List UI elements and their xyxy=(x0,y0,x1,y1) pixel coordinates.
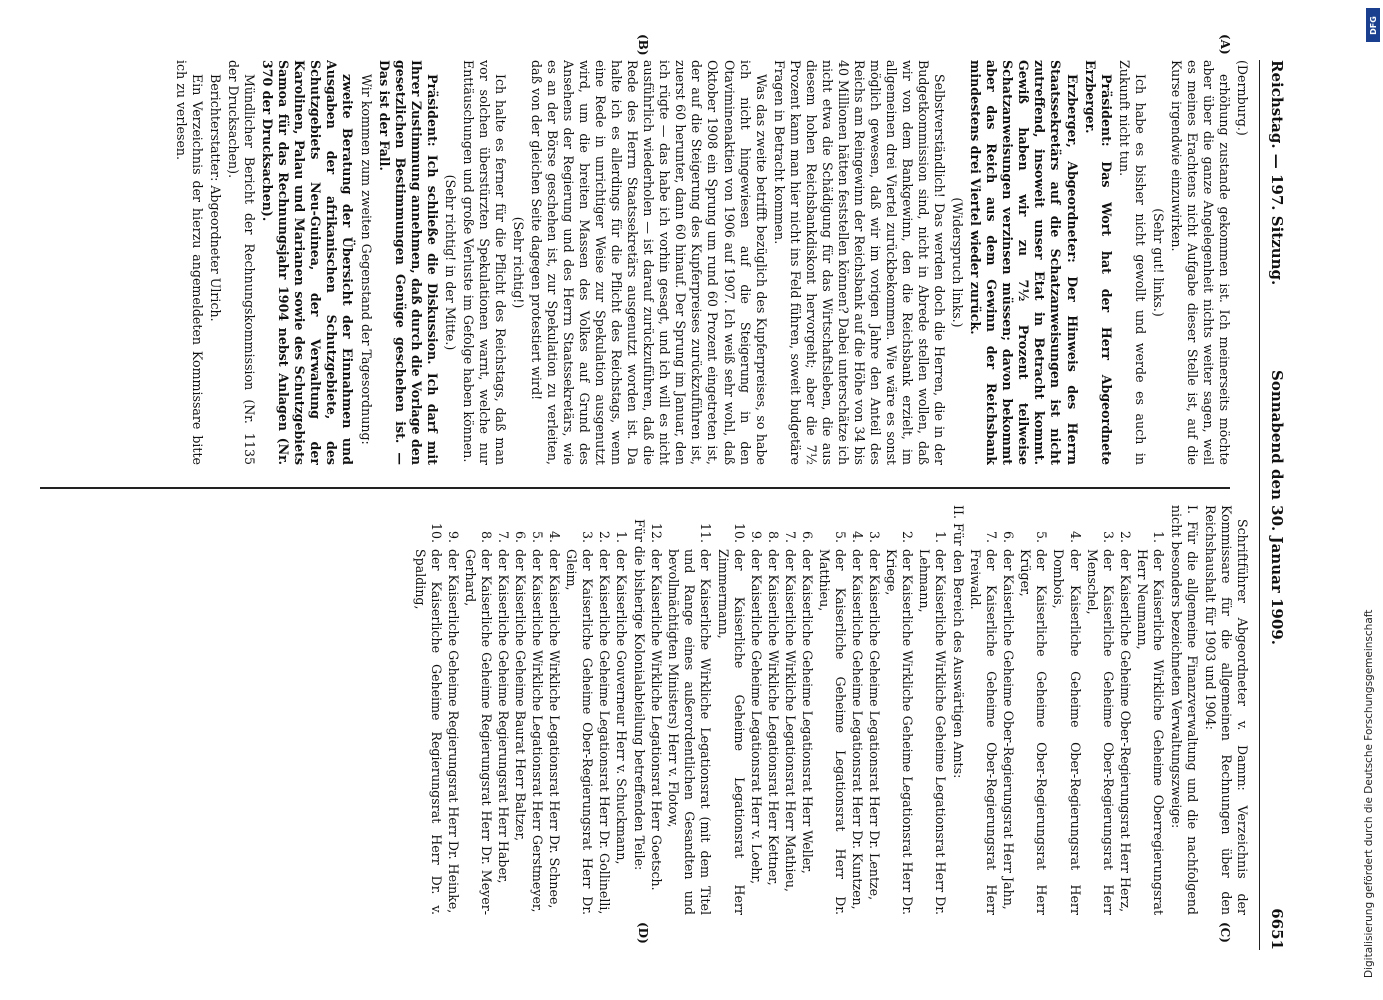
paragraph: Wir kommen zum zweiten Gegenstand der Tagesordnung: xyxy=(358,74,374,445)
paragraph: Ein Verzeichnis der hierzu angemeldeten Kommissare bitte ich zu verlesen. xyxy=(174,60,206,465)
list-item xyxy=(916,519,948,915)
margin-label-d: (D) xyxy=(636,922,650,944)
list-item xyxy=(715,519,747,915)
list-item-text: der Kaiserliche Geheime Baurat Herr Baltzer, xyxy=(512,549,528,842)
header-date: Sonnabend den 30. Januar 1909. xyxy=(1268,370,1286,645)
header-session: Reichstag. — 197. Sitzung. xyxy=(1268,60,1286,286)
list-item xyxy=(967,519,999,915)
list-item-number: 9. xyxy=(445,530,461,543)
commissioner-list-intro: Schriftführer Abgeordneter v. Damm: Verzeichnis der Kommissare für die allgemeinen Rechnungen über den Reichshaushalt für 1903 und 1904: xyxy=(1202,505,1250,915)
list-item-number: 4. xyxy=(1067,530,1083,543)
list-item-text: der Kaiserliche Gouverneur Herr v. Schuckmann, xyxy=(614,549,630,865)
digitization-credit xyxy=(1363,10,1377,990)
paragraph: (Sehr richtig!) xyxy=(510,216,526,309)
list-item-number: 9. xyxy=(748,530,764,543)
paragraph: erhöhung zustande gekommen ist. Ich meinerseits möchte aber über die ganze Angelegenheit nichts weiter sagen, weil es meines Erachtens nicht Aufgabe dieser Stelle ist, auf die Kurse irgendwie einzuwirken. xyxy=(1168,60,1232,465)
list-item-text: der Kaiserliche Wirkliche Geheime Oberregierungsrat Herr Neumann, xyxy=(1134,549,1166,915)
list-item xyxy=(512,519,528,915)
list-item xyxy=(782,519,798,915)
list-item-text: der Kaiserliche Geheime Ober-Regierungsrat Herr Menschel, xyxy=(1084,549,1116,915)
list-item-number: 2. xyxy=(597,530,613,543)
list-item-number: 8. xyxy=(478,530,494,543)
list-item-number: 6. xyxy=(1001,530,1017,543)
column-divider xyxy=(40,487,1230,489)
list-item xyxy=(748,519,764,915)
list-item-text: der Kaiserliche Geheime Ober-Regierungsrat Herr Herz, xyxy=(1117,549,1133,913)
list-item-text: der Kaiserliche Wirkliche Legationsrat Herr Kettner, xyxy=(765,549,781,886)
list-item-text: der Kaiserliche Wirkliche Legationsrat Herr Dr. Schnee, xyxy=(547,549,563,909)
list-item xyxy=(563,519,595,915)
section-3-heading: Für die bisherige Kolonialabteilung betreffenden Teile: xyxy=(632,519,648,871)
paragraph: Selbstverständlich! Das werden doch die Herren, die in der Budgetkommission sind, nicht in Abrede stellen wollen, daß wir von dem Bankgewinn, den die Reichsbank erzielt, im allgemeinen drei Viertel zurückbekommen. Wie wäre es sonst möglich gewesen, daß wir im vorigen Jahre den Anteil des Reichs am Reingewinn der Reichsbank auf die Höhe von 34 bis 40 Millionen hätten feststellen können? Dabei unterschätze ich nicht etwa die Schädigung für das Wirtschaftsleben, die aus diesem hohen Reichsbankdiskont hervorgeht; aber die 7½ Prozent kann man hier nicht ins Feld führen, soweit budgetäre Fragen in Betracht kommen. xyxy=(771,60,948,465)
list-item-number: 10. xyxy=(428,522,444,543)
list-item-number: 3. xyxy=(866,530,882,543)
paragraph: Berichterstatter: Abgeordneter Ulrich. xyxy=(208,74,224,322)
page-header xyxy=(1259,60,1290,950)
list-item-text: der Kaiserliche Geheime Legationsrat Herr Dr. Matthieu, xyxy=(816,549,848,915)
paragraph: Präsident: Das Wort hat der Herr Abgeordnete Erzberger. xyxy=(1082,60,1114,465)
list-item-number: 4. xyxy=(547,530,563,543)
list-item xyxy=(1117,519,1133,915)
margin-label-a: (A) xyxy=(1218,34,1232,55)
list-item-number: 10. xyxy=(731,522,747,543)
list-item-number: 2. xyxy=(900,530,916,543)
list-item-number: 1. xyxy=(1150,530,1166,543)
list-item-number: 5. xyxy=(832,530,848,543)
list-item xyxy=(613,519,629,915)
list-item xyxy=(1000,519,1016,915)
list-item-text: der Kaiserliche Geheime Ober-Regierungsrat Herr Dombois, xyxy=(1051,549,1083,915)
speaker-reference: (Dernburg.) xyxy=(1235,60,1250,136)
list-item-number: 4. xyxy=(849,530,865,543)
list-item-text: der Kaiserliche Geheime Legationsrat Herr Zimmermann, xyxy=(715,549,747,915)
list-item-text: der Kaiserliche Wirkliche Geheime Legationsrat Herr Dr. Lehmann, xyxy=(917,549,949,915)
list-item-number: 6. xyxy=(512,530,528,543)
list-item xyxy=(412,519,444,915)
paragraph: Ich halte es ferner für die Pflicht des Reichstags, daß man vor solchen überstürzten Spekulationen warnt, welche nur Enttäuschungen und große Verluste im Gefolge haben können. xyxy=(460,60,508,465)
list-item xyxy=(1017,519,1049,915)
list-item-text: der Kaiserliche Geheime Regierungsrat Herr Dr. Meyer-Gerhard, xyxy=(462,549,494,915)
list-item-text: der Kaiserliche Geheime Regierungsrat Herr Dr. Heinke, xyxy=(445,549,461,914)
list-item-text: der Kaiserliche Geheime Legationsrat Herr Dr. Kuntzen, xyxy=(849,549,865,910)
paragraph: Was das zweite betrifft bezüglich des Kupferpreises, so habe ich nicht hingewiesen auf die Steigerung in den Otaviminenaktien von 1906 auf 1907. Ich weiß sehr wohl, daß Oktober 1908 ein Sprung um rund 60 Prozent eingetreten ist, der auf die Steigerung des Kupferpreises zurückzuführen ist, zuerst 60 herunter, dann 60 hinauf. Der Sprung im Januar, den ich rügte — das habe ich vorhin gesagt, und ich will es nicht ausführlich wiederholen — ist darauf zurückzuführen, daß die Rede des Herrn Staatssekretärs ausgenutzt worden ist. Da halte ich es allerdings für die Pflicht des Reichstags, wenn eine Rede in unrichtiger Weise zur Spekulation ausgenutzt wird, um die breiten Massen des Volkes auf Grund des Ansehens der Regierung und des Herrn Staatssekretärs, wie es an der Börse geschehen ist, zur Spekulation zu verleiten, daß von der gleichen Seite dagegen protestiert wird! xyxy=(528,60,769,465)
list-item-text: der Kaiserliche Geheime Ober-Regierungsrat Herr Krüger, xyxy=(1018,549,1050,915)
list-item xyxy=(665,519,713,915)
list-item-number: 3. xyxy=(1100,530,1116,543)
margin-label-b: (B) xyxy=(636,34,650,56)
list-item xyxy=(648,519,664,915)
list-item xyxy=(799,519,815,915)
list-item xyxy=(849,519,865,915)
list-item-text: der Kaiserliche Geheime Legationsrat Herr Dr. Lentze, xyxy=(866,549,882,901)
list-item xyxy=(596,519,612,915)
list-item-number: 7. xyxy=(495,530,511,543)
section-1-heading: I. Für die allgemeine Finanzverwaltung und die nachfolgend nicht besonders bezeichneten Verwaltungszweige: xyxy=(1168,505,1200,915)
paragraph: (Sehr richtig! in der Mitte.) xyxy=(442,174,458,351)
list-item-number: 5. xyxy=(530,530,546,543)
list-item-text: der Kaiserliche Geheime Ober-Regierungsrat Herr Dr. Gleim, xyxy=(564,549,596,915)
paragraph: Ich habe es bisher nicht gewollt und werde es auch in Zukunft nicht tun. xyxy=(1116,60,1148,465)
list-item-text: der Kaiserliche Geheime Legationsrat Herr Dr. Gollinelli, xyxy=(597,549,613,915)
list-item-number: 11. xyxy=(698,522,714,543)
list-item xyxy=(1050,519,1082,915)
section-3-list xyxy=(412,519,630,915)
list-item xyxy=(462,519,494,915)
right-column xyxy=(20,505,1250,915)
list-item-text: der Kaiserliche Geheime Ober-Regierungsrat Herr Freiwald. xyxy=(968,549,1000,915)
list-item-text: der Kaiserliche Geheime Legationsrat Herr Weller, xyxy=(799,549,815,874)
left-paragraphs xyxy=(173,60,1232,465)
list-item xyxy=(866,519,882,915)
list-item-text: der Kaiserliche Geheime Regierungsrat Herr Dr. v. Spalding, xyxy=(412,549,444,915)
left-column xyxy=(20,60,1250,465)
section-1-list xyxy=(967,519,1166,915)
list-item xyxy=(816,519,848,915)
page-number: 6651 xyxy=(1268,908,1286,950)
list-item-number: 7. xyxy=(984,530,1000,543)
list-item xyxy=(529,519,545,915)
credit-text: Digitalisierung gefördert durch die Deutsche Forschungsgemeinschaft xyxy=(1363,609,1375,978)
list-item xyxy=(765,519,781,915)
paragraph: (Widerspruch links.) xyxy=(950,197,966,328)
list-item-text: der Kaiserliche Wirkliche Legationsrat Herr Goetsch. xyxy=(649,549,665,891)
list-item-number: 6. xyxy=(799,530,815,543)
list-item xyxy=(546,519,562,915)
section-2-heading: II. Für den Bereich des Auswärtigen Amts: xyxy=(951,505,967,779)
list-item-text: der Kaiserliche Wirkliche Legationsrat Herr Mathieu, xyxy=(782,549,798,893)
list-item xyxy=(445,519,461,915)
list-item-number: 3. xyxy=(580,530,596,543)
section-2-list xyxy=(648,519,948,915)
paragraph: Erzberger, Abgeordneter: Der Hinweis des Herrn Staatssekretärs auf die Schatzanweisungen ist nicht zutreffend, insoweit unser Etat in Betracht kommt. Gewiß haben wir zu 7½ Prozent teilweise Schatzanweisungen verzinsen müssen; davon bekommt aber das Reich aus dem Gewinn der Reichsbank mindestens drei Viertel wieder zurück. xyxy=(968,60,1080,465)
list-item-number: 12. xyxy=(649,522,665,543)
list-item-text: der Kaiserliche Geheime Ober-Regierungsrat Herr Jahn, xyxy=(1001,549,1017,910)
list-item-text: der Kaiserliche Wirkliche Legationsrat Herr Gerstmeyer, xyxy=(530,549,546,913)
list-item-text: der Kaiserliche Wirkliche Geheime Legationsrat Herr Dr. Kriege, xyxy=(884,549,916,915)
list-item-text: der Kaiserliche Geheime Legationsrat Herr v. Loehr, xyxy=(748,549,764,885)
paragraph: Mündlicher Bericht der Rechnungskommission (Nr. 1135 der Drucksachen). xyxy=(226,60,258,465)
margin-label-c: (C) xyxy=(1218,922,1232,943)
list-item xyxy=(1084,519,1116,915)
list-item-number: 5. xyxy=(1034,530,1050,543)
list-item-number: 7. xyxy=(782,530,798,543)
paragraph: zweite Beratung der Übersicht der Einnahmen und Ausgaben der afrikanischen Schutzgebiete, des Schutzgebiets Neu-Guinea, der Verwaltung der Karolinen, Palau und Marianen sowie des Schutzgebiets Samoa für das Rechnungsjahr 1904 nebst Anlagen (Nr. 370 der Drucksachen). xyxy=(260,60,356,465)
paragraph: Präsident: Ich schließe die Diskussion. Ich darf mit Ihrer Zustimmung annehmen, daß durch die Vorlage den gesetzlichen Bestimmungen Genüge geschehen ist. — Das ist der Fall. xyxy=(376,60,440,465)
paragraph: (Sehr gut! links.) xyxy=(1150,208,1166,317)
list-item-text: der Kaiserliche Wirkliche Legationsrat (mit dem Titel und Range eines außerordentlichen Gesandten und bevollmächtigten Ministers) Herr v. Flotow, xyxy=(666,549,714,915)
list-item xyxy=(883,519,915,915)
list-item-number: 1. xyxy=(933,530,949,543)
dfg-logo: DFG xyxy=(1366,8,1380,42)
list-item xyxy=(1134,519,1166,915)
list-item xyxy=(495,519,511,915)
list-item-number: 2. xyxy=(1117,530,1133,543)
list-item-number: 8. xyxy=(765,530,781,543)
list-item-text: der Kaiserliche Geheime Regierungsrat Herr Haber, xyxy=(495,549,511,884)
list-item-number: 1. xyxy=(614,530,630,543)
